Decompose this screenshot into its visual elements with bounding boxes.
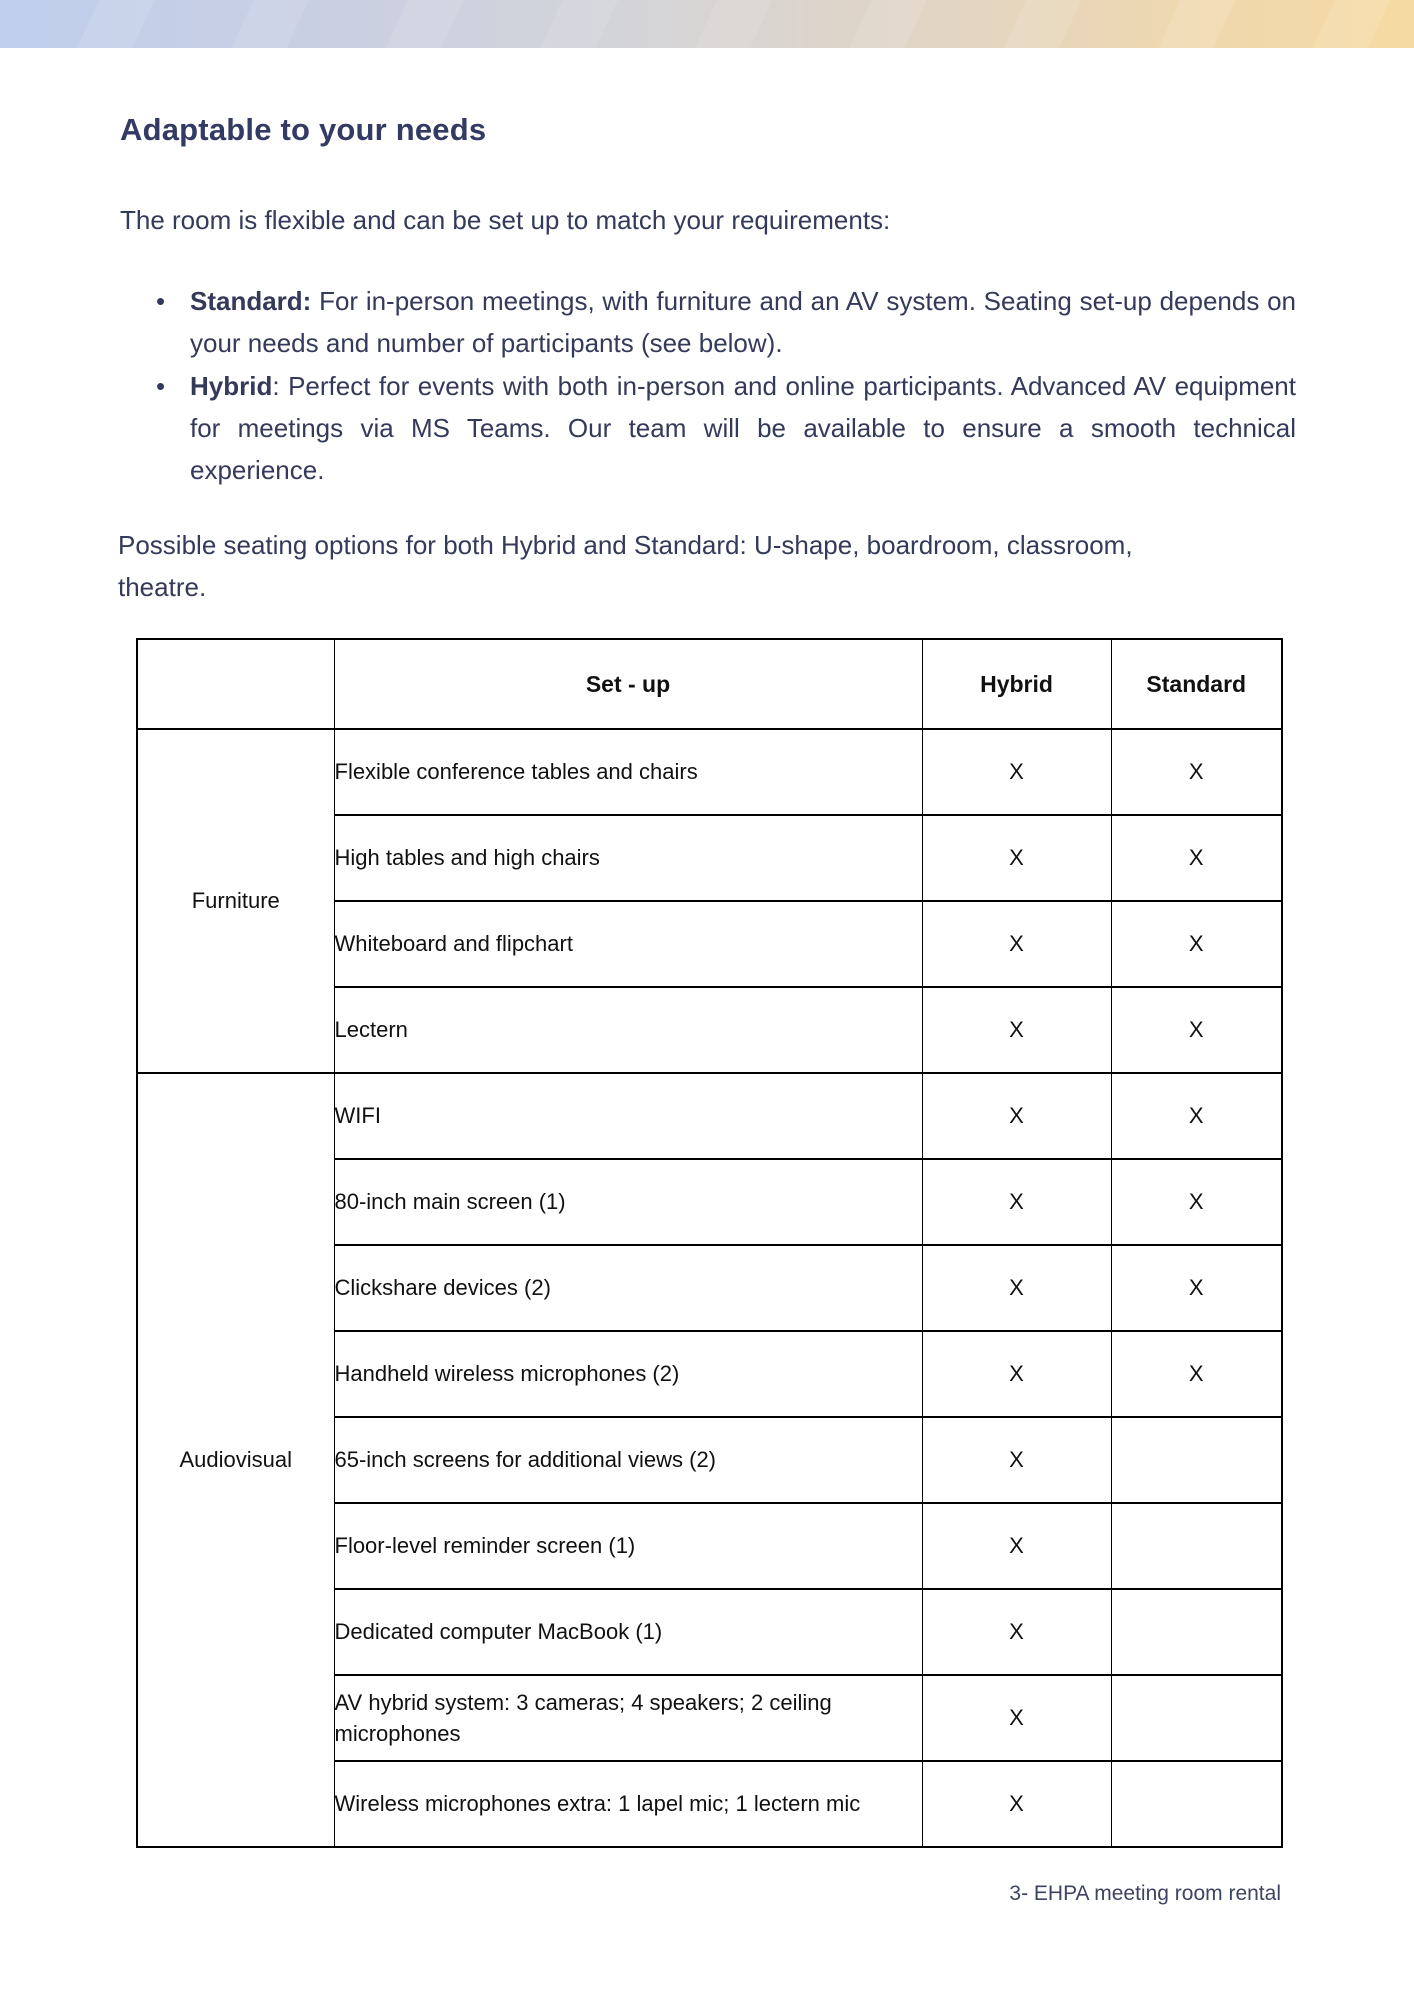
hybrid-check-mark: X bbox=[922, 1073, 1111, 1159]
standard-empty-cell bbox=[1111, 1417, 1282, 1503]
intro-paragraph: The room is flexible and can be set up to match your requirements: bbox=[120, 205, 891, 235]
header-gradient-band bbox=[0, 0, 1414, 48]
page-footer: 3- EHPA meeting room rental bbox=[1009, 1882, 1281, 1905]
standard-check-mark: X bbox=[1111, 987, 1282, 1073]
category-header-cell bbox=[137, 639, 334, 729]
standard-check-mark: X bbox=[1111, 1245, 1282, 1331]
standard-check-mark: X bbox=[1111, 729, 1282, 815]
equipment-label: Whiteboard and flipchart bbox=[334, 901, 922, 987]
equipment-label: AV hybrid system: 3 cameras; 4 speakers; 2 ceiling microphones bbox=[334, 1675, 922, 1761]
page-title: Adaptable to your needs bbox=[120, 112, 487, 147]
hybrid-check-mark: X bbox=[922, 1245, 1111, 1331]
standard-check-mark: X bbox=[1111, 901, 1282, 987]
standard-check-mark: X bbox=[1111, 1073, 1282, 1159]
category-cell-furniture: Furniture bbox=[137, 729, 334, 1073]
standard-empty-cell bbox=[1111, 1503, 1282, 1589]
seating-note: Possible seating options for both Hybrid and Standard: U-shape, boardroom, classroom, theatre. bbox=[118, 529, 1133, 603]
standard-check-mark: X bbox=[1111, 1159, 1282, 1245]
standard-check-mark: X bbox=[1111, 815, 1282, 901]
equipment-table bbox=[136, 638, 1283, 1848]
hybrid-check-mark: X bbox=[922, 1159, 1111, 1245]
hybrid-check-mark: X bbox=[922, 1675, 1111, 1761]
standard-text: For in-person meetings, with furniture and an AV system. Seating set-up depends on your needs and number of participants (see below). bbox=[190, 285, 1296, 359]
standard-empty-cell bbox=[1111, 1589, 1282, 1675]
hybrid-check-mark: X bbox=[922, 987, 1111, 1073]
hybrid-check-mark: X bbox=[922, 1503, 1111, 1589]
equipment-label: Handheld wireless microphones (2) bbox=[334, 1331, 922, 1417]
category-cell-audiovisual: Audiovisual bbox=[137, 1073, 334, 1847]
page-content bbox=[120, 112, 1296, 1848]
standard-empty-cell bbox=[1111, 1761, 1282, 1847]
equipment-label: Wireless microphones extra: 1 lapel mic; 1 lectern mic bbox=[334, 1761, 922, 1847]
table-row bbox=[137, 1073, 1282, 1159]
hybrid-check-mark: X bbox=[922, 1417, 1111, 1503]
equipment-label: Lectern bbox=[334, 987, 922, 1073]
standard-check-mark: X bbox=[1111, 1331, 1282, 1417]
list-item-hybrid bbox=[190, 365, 1296, 492]
hybrid-check-mark: X bbox=[922, 1331, 1111, 1417]
equipment-label: Dedicated computer MacBook (1) bbox=[334, 1589, 922, 1675]
standard-empty-cell bbox=[1111, 1675, 1282, 1761]
equipment-label: 65-inch screens for additional views (2) bbox=[334, 1417, 922, 1503]
equipment-label: Clickshare devices (2) bbox=[334, 1245, 922, 1331]
table-row bbox=[137, 729, 1282, 815]
equipment-label: WIFI bbox=[334, 1073, 922, 1159]
equipment-label: Flexible conference tables and chairs bbox=[334, 729, 922, 815]
standard-header-cell: Standard bbox=[1111, 639, 1282, 729]
hybrid-check-mark: X bbox=[922, 729, 1111, 815]
hybrid-text: : Perfect for events with both in-person and online participants. Advanced AV equipment for meetings via MS Teams. Our team will be available to ensure a smooth technical experience. bbox=[190, 370, 1296, 486]
equipment-table-body bbox=[137, 729, 1282, 1847]
hybrid-lead: Hybrid bbox=[190, 370, 273, 401]
hybrid-header-cell: Hybrid bbox=[922, 639, 1111, 729]
setup-header-cell: Set - up bbox=[334, 639, 922, 729]
equipment-label: 80-inch main screen (1) bbox=[334, 1159, 922, 1245]
equipment-label: Floor-level reminder screen (1) bbox=[334, 1503, 922, 1589]
list-item-standard bbox=[190, 280, 1296, 365]
hybrid-check-mark: X bbox=[922, 1761, 1111, 1847]
hybrid-check-mark: X bbox=[922, 1589, 1111, 1675]
setup-options-list bbox=[120, 280, 1296, 492]
equipment-label: High tables and high chairs bbox=[334, 815, 922, 901]
hybrid-check-mark: X bbox=[922, 901, 1111, 987]
standard-lead: Standard: bbox=[190, 285, 312, 316]
table-header-row bbox=[137, 639, 1282, 729]
hybrid-check-mark: X bbox=[922, 815, 1111, 901]
